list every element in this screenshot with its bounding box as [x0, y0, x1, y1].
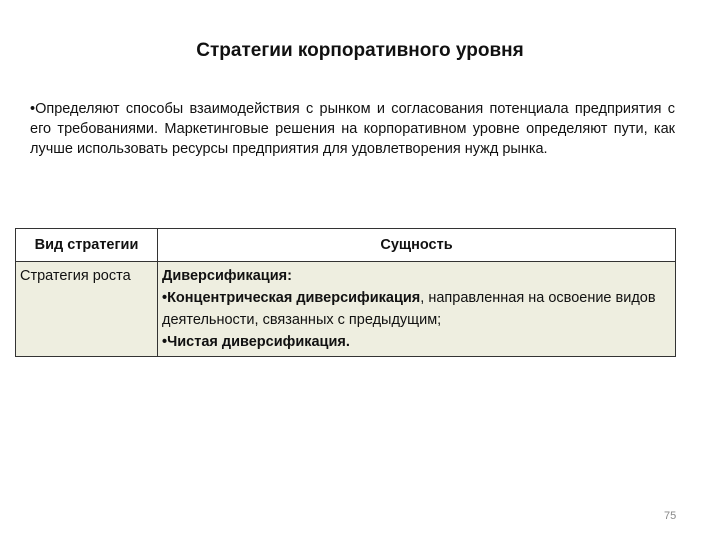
table-row: [16, 262, 676, 357]
essence-cell: [158, 262, 676, 357]
concentric-label: •Концентрическая диверсификация: [162, 290, 421, 306]
header-strategy-type: Вид стратегии: [16, 229, 158, 262]
page-number: 75: [664, 510, 677, 522]
slide-title: Стратегии корпоративного уровня: [196, 40, 524, 61]
table-header-row: [16, 229, 676, 262]
essence-title: Диверсификация:: [162, 268, 292, 284]
intro-paragraph: •Определяют способы взаимодействия с рынком и согласования потенциала предприятия с его требованиями. Маркетинговые решения на корпоративном уровне определяют пути, как лучше использовать ресурсы предприятия для удовлетворения нужд рынка.: [30, 101, 675, 157]
strategy-table: [15, 228, 676, 357]
concentric-description: , направленная на освоение видов деятельности, связанных с предыдущим;: [162, 290, 656, 328]
strategy-type-cell: Стратегия роста: [16, 262, 158, 357]
essence-item-pure: •Чистая диверсификация.: [162, 334, 350, 350]
essence-item-concentric: [162, 287, 671, 331]
header-essence: Сущность: [158, 229, 676, 262]
